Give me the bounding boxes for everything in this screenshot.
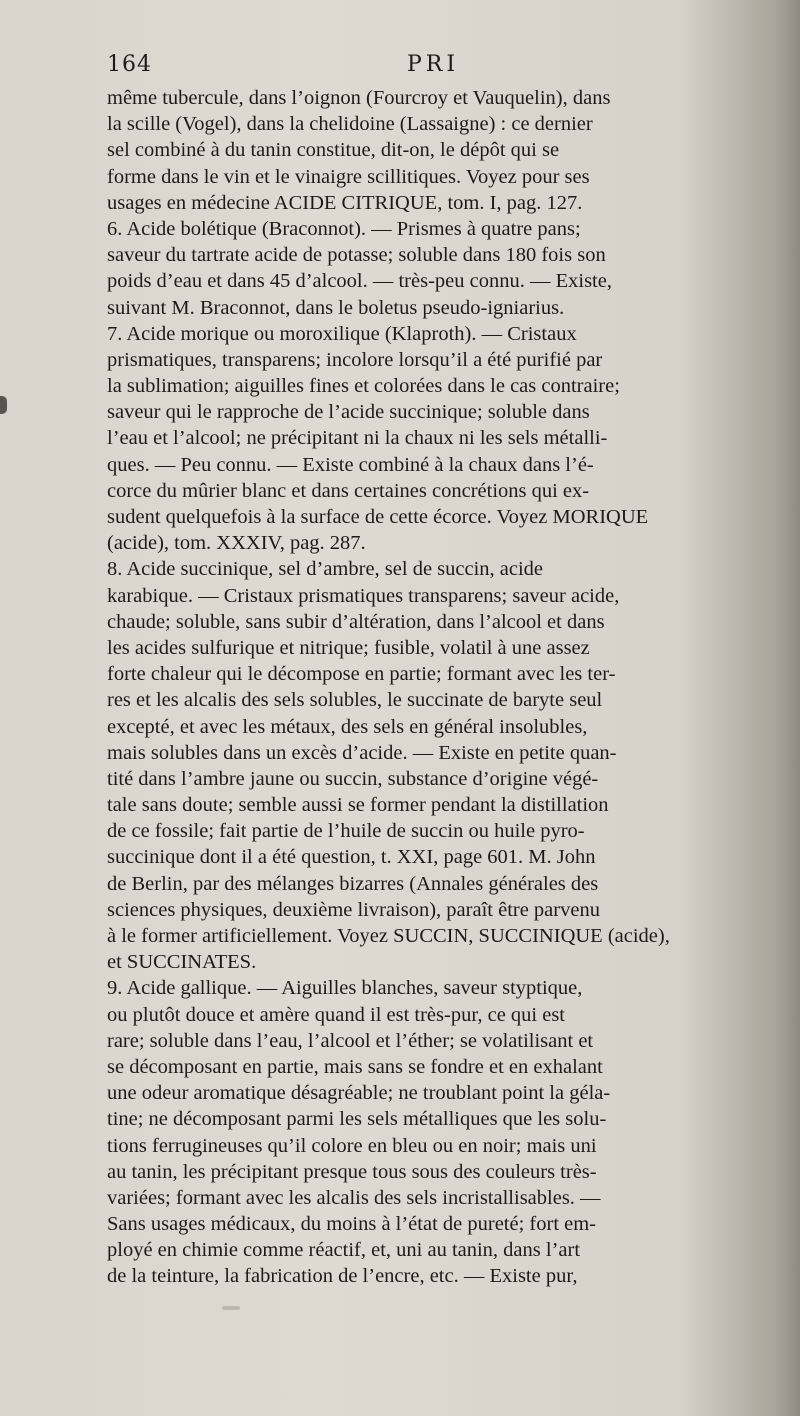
text-line: tions ferrugineuses qu’il colore en bleu ou en noir; mais uni [107,1134,597,1157]
text-line: excepté, et avec les métaux, des sels en général insolubles, [107,715,588,738]
text-line: mais solubles dans un excès d’acide. — Existe en petite quan- [107,741,617,764]
text-line: tité dans l’ambre jaune ou succin, substance d’origine végé- [107,767,599,790]
text-line: de Berlin, par des mélanges bizarres (Annales générales des [107,872,599,895]
text-line: usages en médecine ACIDE CITRIQUE, tom. I, pag. 127. [107,191,583,214]
text-line: poids d’eau et dans 45 d’alcool. — très-peu connu. — Existe, [107,270,612,293]
text-line: Sans usages médicaux, du moins à l’état de pureté; fort em- [107,1213,597,1236]
page-edge-mark [0,396,7,414]
text-line: 9. Acide gallique. — Aiguilles blanches, saveur styptique, [107,977,583,1000]
text-line: sudent quelquefois à la surface de cette écorce. Voyez MORIQUE [107,506,649,528]
text-line: se décomposant en partie, mais sans se fondre et en exhalant [107,1055,603,1078]
text-line: corce du mûrier blanc et dans certaines concrétions qui ex- [107,479,590,502]
body-text [107,85,767,1290]
text-line: saveur du tartrate acide de potasse; soluble dans 180 fois son [107,244,606,267]
text-line: de la teinture, la fabrication de l’encre, etc. — Existe pur, [107,1265,578,1288]
text-line: res et les alcalis des sels solubles, le succinate de baryte seul [107,689,603,712]
text-line: forte chaleur qui le décompose en partie; formant avec les ter- [107,663,616,686]
text-line: 8. Acide succinique, sel d’ambre, sel de succin, acide [107,558,544,581]
text-line: à le former artificiellement. Voyez SUCCIN, SUCCINIQUE (acide), [107,925,670,947]
text-line: succinique dont il a été question, t. XXI, page 601. M. John [107,846,596,869]
text-line: ployé en chimie comme réactif, et, uni au tanin, dans l’art [107,1239,581,1262]
page-header [107,52,767,82]
text-line: tine; ne décomposant parmi les sels métalliques que les solu- [107,1108,607,1131]
text-line: sciences physiques, deuxième livraison), paraît être parvenu [107,898,600,921]
text-line: la sublimation; aiguilles fines et colorées dans le cas contraire; [107,375,620,398]
page-number: 164 [107,52,152,77]
text-line: forme dans le vin et le vinaigre scillitiques. Voyez pour ses [107,165,590,188]
text-line: une odeur aromatique désagréable; ne troublant point la géla- [107,1082,611,1105]
text-line: karabique. — Cristaux prismatiques transparens; saveur acide, [107,584,620,607]
text-line: prismatiques, transparens; incolore lorsqu’il a été purifié par [107,348,603,371]
text-line: chaude; soluble, sans subir d’altération, dans l’alcool et dans [107,610,605,633]
text-line: l’eau et l’alcool; ne précipitant ni la chaux ni les sels métalli- [107,427,608,450]
text-line: la scille (Vogel), dans la chelidoine (Lassaigne) : ce dernier [107,113,593,136]
ink-smudge [222,1306,240,1310]
text-line: sel combiné à du tanin constitue, dit-on, le dépôt qui se [107,139,560,162]
text-line: même tubercule, dans l’oignon (Fourcroy et Vauquelin), dans [107,87,611,109]
text-line: 6. Acide bolétique (Braconnot). — Prismes à quatre pans; [107,217,581,240]
text-line: de ce fossile; fait partie de l’huile de succin ou huile pyro- [107,820,585,843]
text-line: ou plutôt douce et amère quand il est très-pur, ce qui est [107,1003,566,1026]
text-line: tale sans doute; semble aussi se former pendant la distillation [107,794,609,817]
text-line: ques. — Peu connu. — Existe combiné à la chaux dans l’é- [107,453,594,476]
running-head: PRI [407,52,460,77]
text-line: au tanin, les précipitant presque tous sous des couleurs très- [107,1160,597,1183]
text-line: et SUCCINATES. [107,951,257,974]
text-line: variées; formant avec les alcalis des sels incristallisables. — [107,1186,601,1209]
text-line: saveur qui le rapproche de l’acide succinique; soluble dans [107,401,590,424]
text-line: 7. Acide morique ou moroxilique (Klaproth). — Cristaux [107,322,577,345]
text-line: (acide), tom. XXXIV, pag. 287. [107,532,366,555]
text-line: les acides sulfurique et nitrique; fusible, volatil à une assez [107,636,590,659]
text-line: suivant M. Braconnot, dans le boletus pseudo-igniarius. [107,296,565,319]
text-line: rare; soluble dans l’eau, l’alcool et l’éther; se volatilisant et [107,1029,594,1052]
